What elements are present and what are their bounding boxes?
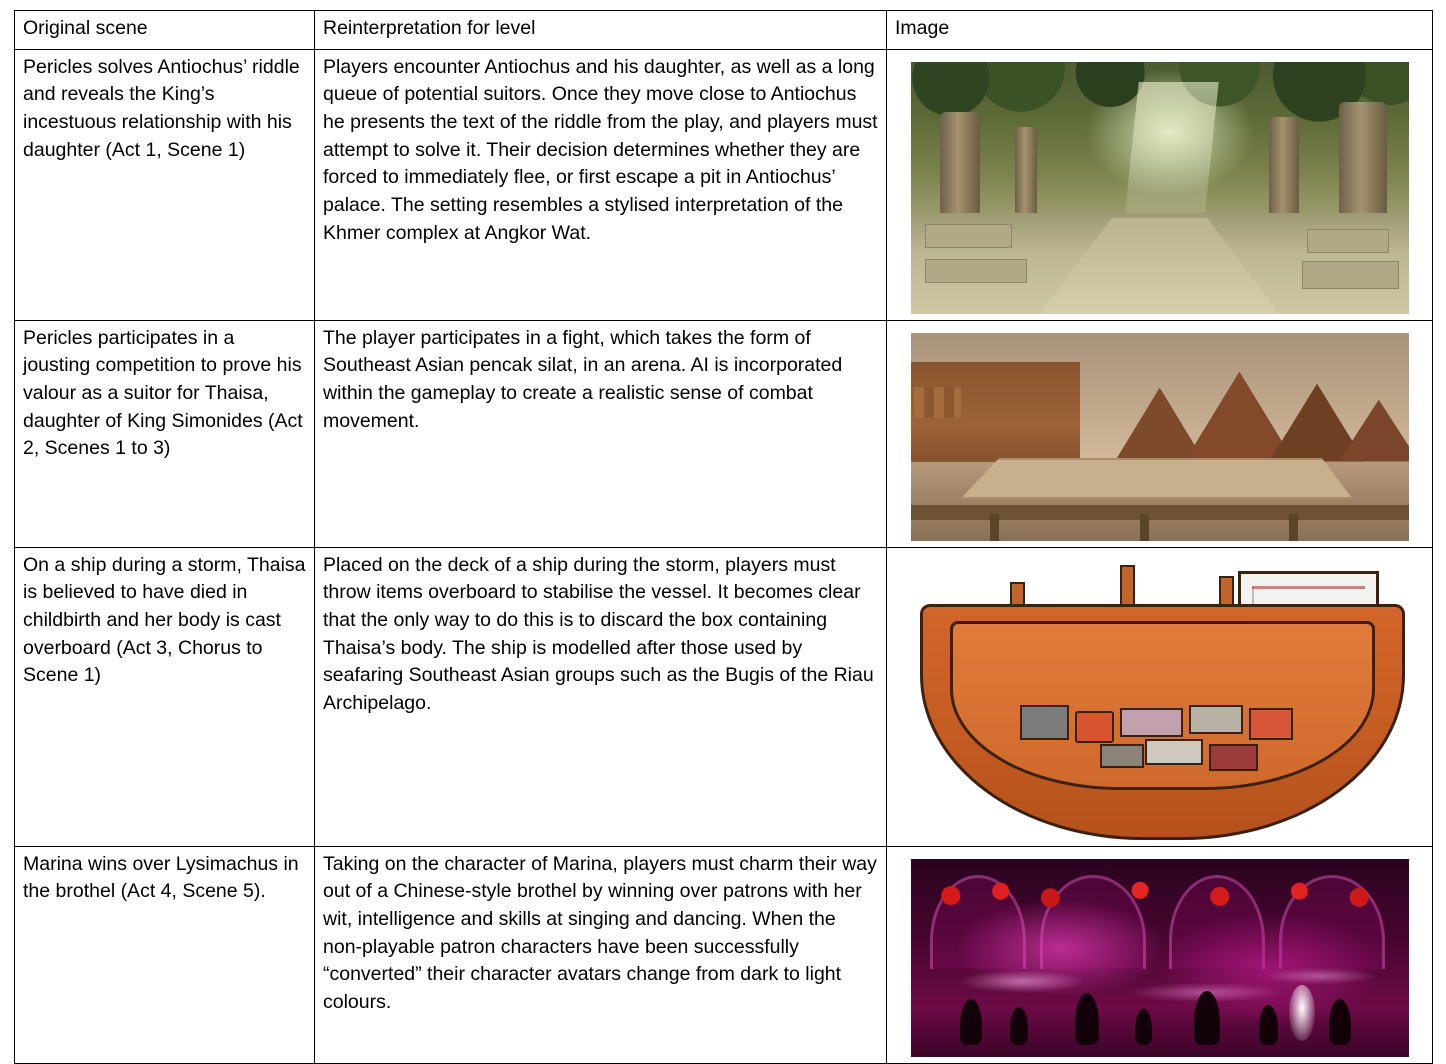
stone-bench (1302, 261, 1399, 288)
original-scene-cell: Marina wins over Lysimachus in the brothel (Act 4, Scene 5). (15, 846, 315, 1063)
table-row (15, 49, 1433, 320)
cargo-crate (1145, 739, 1204, 765)
image-cell (887, 547, 1433, 846)
wooden-beam (911, 505, 1409, 520)
cargo-crate (1189, 705, 1243, 734)
cargo-crate (1020, 705, 1069, 740)
stone-bench (925, 259, 1027, 284)
fighting-mat (960, 458, 1352, 499)
original-scene-cell: On a ship during a storm, Thaisa is believed to have died in childbirth and her body is cast overboard (Act 3, Chorus to Scene 1) (15, 547, 315, 846)
table-row (15, 846, 1433, 1063)
cargo-crate (1209, 744, 1258, 770)
column-header-reinterpretation: Reinterpretation for level (315, 11, 887, 50)
arena-pavilion-screenshot (911, 333, 1409, 541)
cargo-crate (1249, 708, 1293, 740)
jungle-temple-screenshot (911, 62, 1409, 314)
wall-panel (914, 387, 961, 417)
column-header-original-scene: Original scene (15, 11, 315, 50)
original-scene-cell: Pericles solves Antiochus’ riddle and reveals the King’s incestuous relationship with his daughter (Act 1, Scene 1) (15, 49, 315, 320)
smoke-haze (930, 954, 1388, 1009)
red-lanterns (911, 878, 1409, 922)
brothel-scene-screenshot (911, 859, 1409, 1057)
patron-silhouette (1329, 999, 1351, 1045)
image-cell (887, 320, 1433, 547)
reinterpretation-cell: Players encounter Antiochus and his daughter, as well as a long queue of potential suitors. Once they move close to Antiochus he presents the text of the riddle from the play, and players must attempt to solve it. Their decision determines whether they are forced to immediately flee, or first escape a pit in Antiochus’ palace. The setting resembles a stylised interpretation of the Khmer complex at Angkor Wat. (315, 49, 887, 320)
stone-bench (1307, 229, 1389, 254)
converted-character-glow (1289, 985, 1315, 1041)
table-row (15, 320, 1433, 547)
cargo-crate (1120, 708, 1184, 737)
column-header-image: Image (887, 11, 1433, 50)
table-header-row (15, 11, 1433, 50)
support-post (1289, 514, 1298, 541)
original-scene-cell: Pericles participates in a jousting competition to prove his valour as a suitor for Thaisa, daughter of King Simonides (Act 2, Scenes 1 to 3) (15, 320, 315, 547)
patron-silhouette (1135, 1009, 1152, 1045)
ship-deck-model (911, 560, 1409, 840)
support-post (990, 514, 999, 541)
support-post (1140, 514, 1149, 541)
scene-comparison-table (14, 10, 1433, 1064)
table-row (15, 547, 1433, 846)
stone-bench (925, 224, 1012, 249)
cargo-barrel (1075, 711, 1114, 743)
image-cell (887, 846, 1433, 1063)
image-cell (887, 49, 1433, 320)
cargo-crate (1100, 744, 1144, 768)
reinterpretation-cell: Placed on the deck of a ship during the storm, players must throw items overboard to stabilise the vessel. It becomes clear that the only way to do this is to discard the box containing Thaisa’s body. The ship is modelled after those used by seafaring Southeast Asian groups such as the Bugis of the Riau Archipelago. (315, 547, 887, 846)
reinterpretation-cell: The player participates in a fight, which takes the form of Southeast Asian pencak silat, in an arena. AI is incorporated within the gameplay to create a realistic sense of combat movement. (315, 320, 887, 547)
reinterpretation-cell: Taking on the character of Marina, players must charm their way out of a Chinese-style brothel by winning over patrons with her wit, intelligence and skills at singing and dancing. When the non-playable patron characters have been successfully “converted” their character avatars change from dark to light colours. (315, 846, 887, 1063)
patron-silhouette (1075, 993, 1099, 1045)
